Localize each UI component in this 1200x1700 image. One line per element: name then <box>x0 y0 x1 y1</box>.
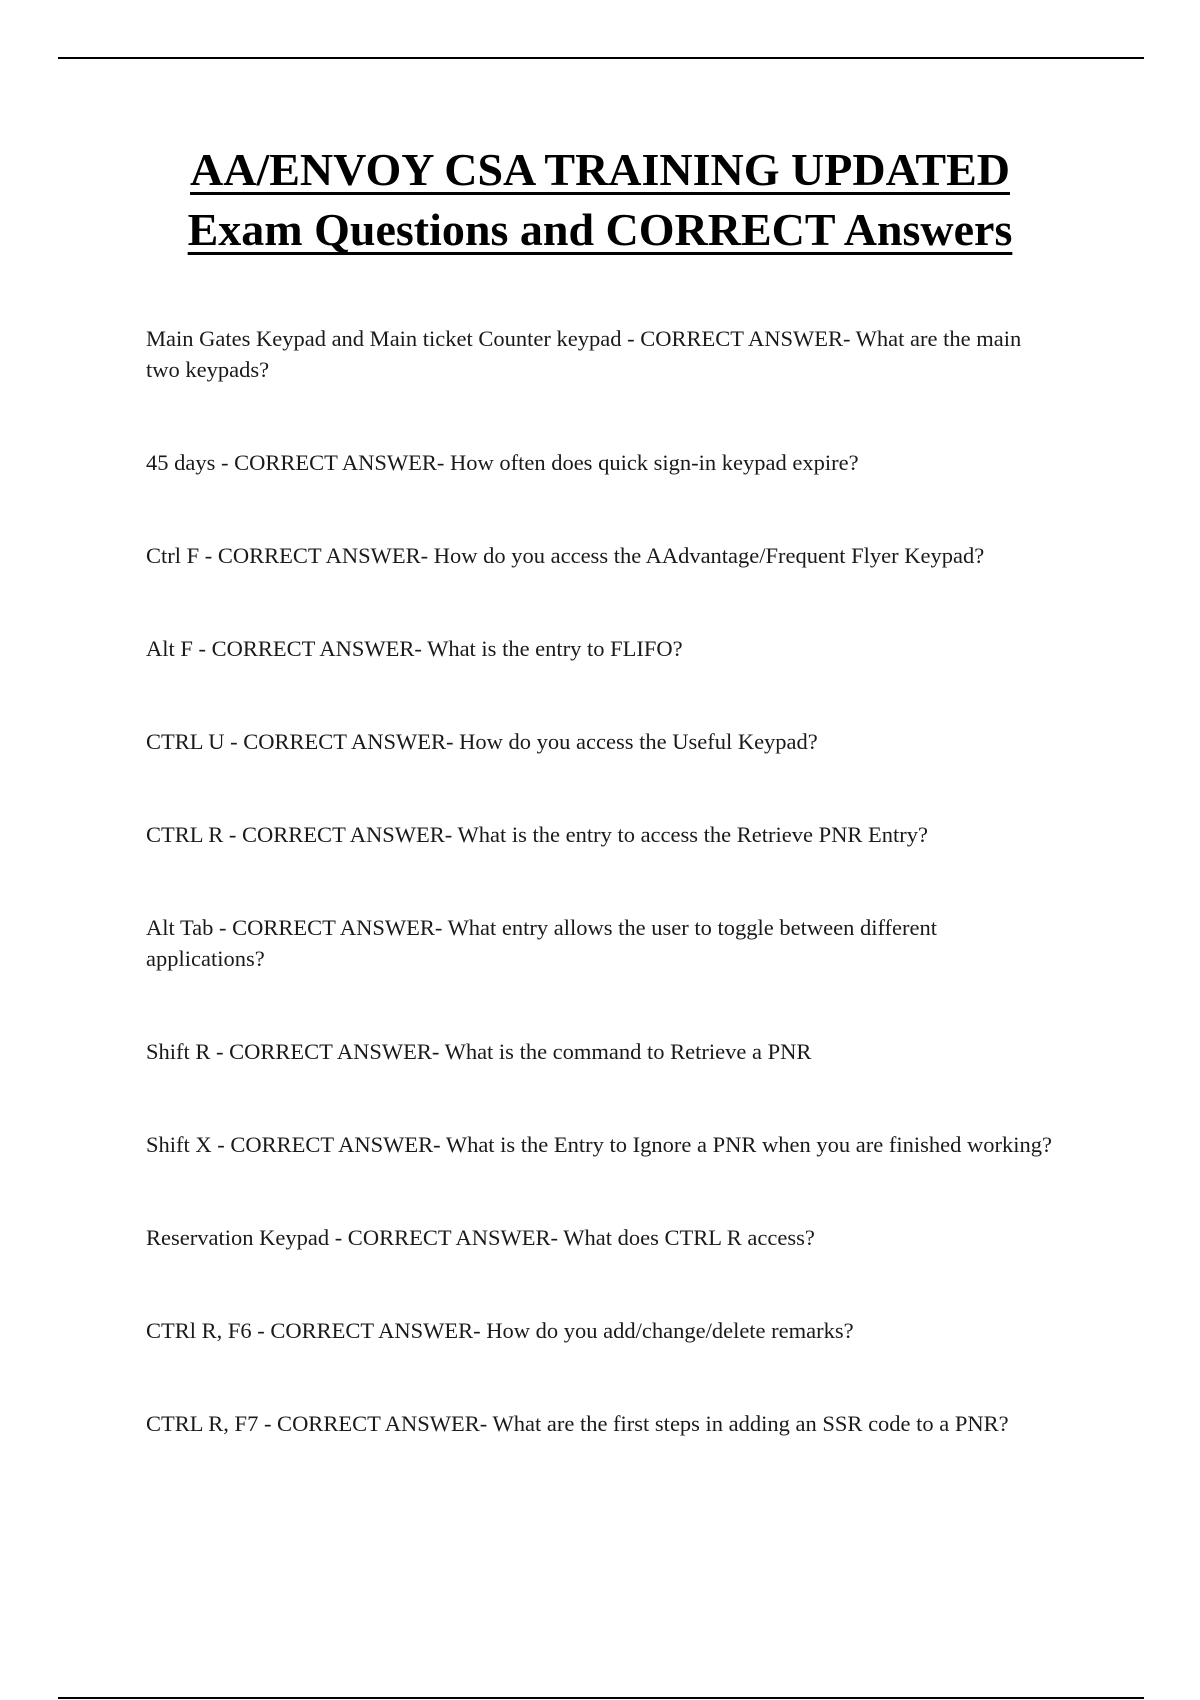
qa-item-8: Shift R - CORRECT ANSWER- What is the command to Retrieve a PNR <box>146 1039 812 1064</box>
title-line-1: AA/ENVOY CSA TRAINING UPDATED <box>190 144 1010 195</box>
qa-item-12: CTRL R, F7 - CORRECT ANSWER- What are the first steps in adding an SSR code to a PNR? <box>146 1411 1009 1436</box>
title-line-2: Exam Questions and CORRECT Answers <box>187 204 1013 255</box>
qa-item-5: CTRL U - CORRECT ANSWER- How do you access the Useful Keypad? <box>146 729 818 754</box>
qa-item-3: Ctrl F - CORRECT ANSWER- How do you access the AAdvantage/Frequent Flyer Keypad? <box>146 543 985 568</box>
bottom-divider <box>58 1697 1144 1699</box>
top-divider <box>58 57 1144 59</box>
qa-item-6: CTRL R - CORRECT ANSWER- What is the entry to access the Retrieve PNR Entry? <box>146 822 928 847</box>
qa-item-4: Alt F - CORRECT ANSWER- What is the entry to FLIFO? <box>146 636 683 661</box>
qa-item-9: Shift X - CORRECT ANSWER- What is the Entry to Ignore a PNR when you are finished working? <box>146 1132 1052 1157</box>
qa-list <box>146 323 1056 1501</box>
qa-item-2: 45 days - CORRECT ANSWER- How often does quick sign-in keypad expire? <box>146 450 859 475</box>
document-title <box>0 140 1200 260</box>
qa-item-7: Alt Tab - CORRECT ANSWER- What entry allows the user to toggle between different applications? <box>146 915 937 971</box>
qa-item-10: Reservation Keypad - CORRECT ANSWER- What does CTRL R access? <box>146 1225 815 1250</box>
qa-item-1: Main Gates Keypad and Main ticket Counter keypad - CORRECT ANSWER- What are the main two keypads? <box>146 326 1022 382</box>
qa-item-11: CTRl R, F6 - CORRECT ANSWER- How do you add/change/delete remarks? <box>146 1318 854 1343</box>
